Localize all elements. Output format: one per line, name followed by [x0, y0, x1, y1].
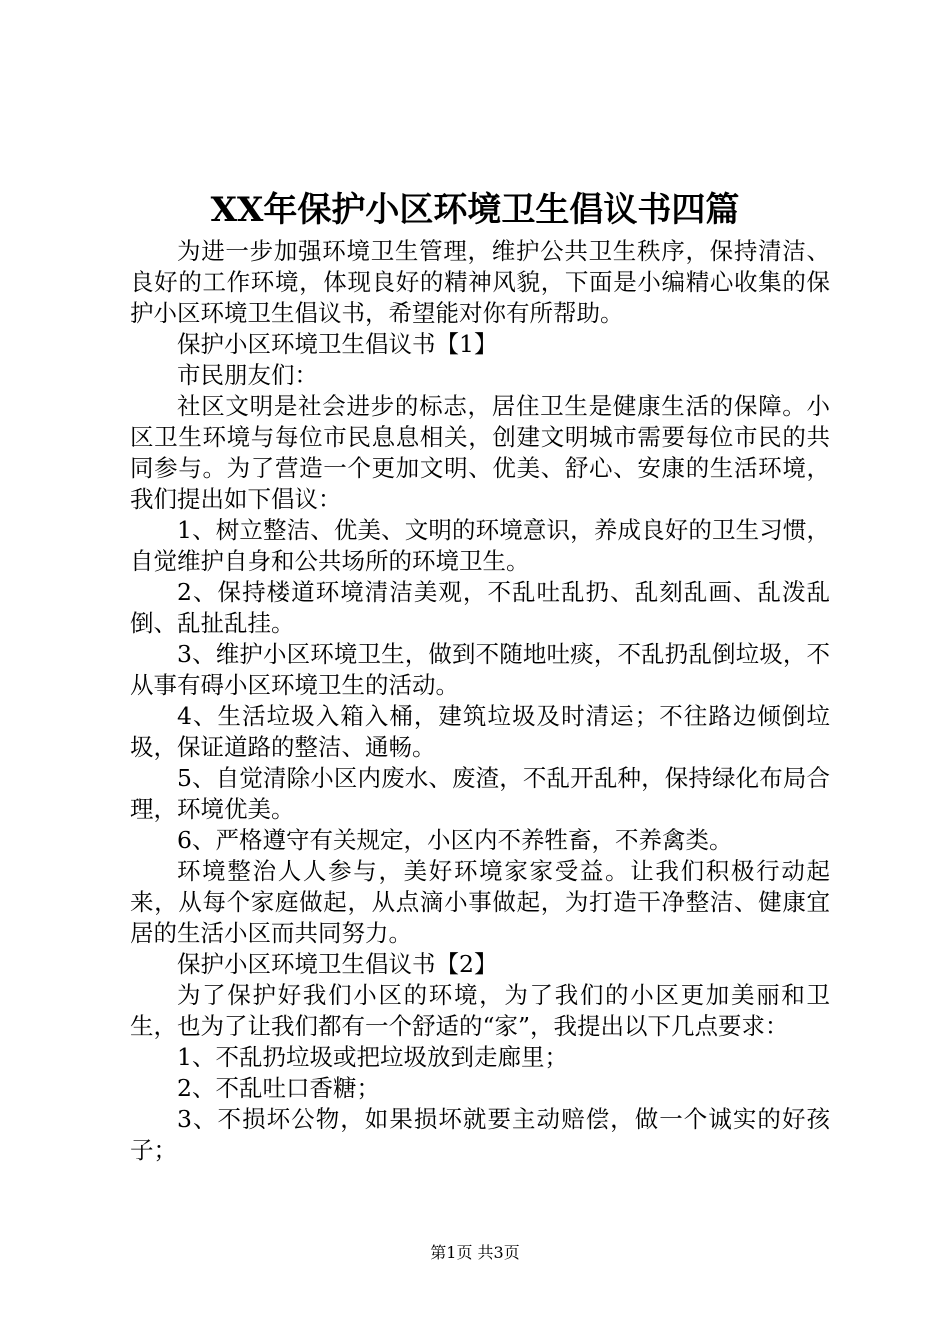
section-heading-1: 保护小区环境卫生倡议书【1】	[177, 330, 498, 358]
document-body	[130, 236, 830, 1166]
list-item: 4、生活垃圾入箱入桶，建筑垃圾及时清运；不往路边倾倒垃圾，保证道路的整洁、通畅。	[130, 702, 830, 761]
list-item: 5、自觉清除小区内废水、废渣，不乱开乱种，保持绿化布局合理，环境优美。	[130, 764, 830, 823]
paragraph: 为了保护好我们小区的环境，为了我们的小区更加美丽和卫生，也为了让我们都有一个舒适的“家”，我提出以下几点要求：	[130, 981, 830, 1040]
document-title: XX年保护小区环境卫生倡议书四篇	[210, 190, 740, 230]
page-footer: 第1页 共3页	[430, 1243, 520, 1262]
section-heading-2: 保护小区环境卫生倡议书【2】	[177, 950, 498, 978]
list-item: 2、保持楼道环境清洁美观，不乱吐乱扔、乱刻乱画、乱泼乱倒、乱扯乱挂。	[130, 578, 830, 637]
list-item: 3、不损坏公物，如果损坏就要主动赔偿，做一个诚实的好孩子；	[130, 1105, 830, 1164]
list-item: 1、树立整洁、优美、文明的环境意识，养成良好的卫生习惯，自觉维护自身和公共场所的环境卫生。	[130, 516, 830, 575]
paragraph: 环境整治人人参与，美好环境家家受益。让我们积极行动起来，从每个家庭做起，从点滴小事做起，为打造干净整洁、健康宜居的生活小区而共同努力。	[130, 857, 830, 947]
salutation: 市民朋友们：	[177, 361, 318, 389]
paragraph: 社区文明是社会进步的标志，居住卫生是健康生活的保障。小区卫生环境与每位市民息息相关，创建文明城市需要每位市民的共同参与。为了营造一个更加文明、优美、舒心、安康的生活环境，我们提出如下倡议：	[130, 392, 830, 513]
list-item: 2、不乱吐口香糖；	[177, 1074, 380, 1102]
list-item: 6、严格遵守有关规定，小区内不养牲畜，不养禽类。	[177, 826, 733, 854]
paragraph-intro: 为进一步加强环境卫生管理，维护公共卫生秩序，保持清洁、良好的工作环境，体现良好的精神风貌，下面是小编精心收集的保护小区环境卫生倡议书，希望能对你有所帮助。	[130, 237, 830, 327]
list-item: 1、不乱扔垃圾或把垃圾放到走廊里；	[177, 1043, 568, 1071]
list-item: 3、维护小区环境卫生，做到不随地吐痰，不乱扔乱倒垃圾，不从事有碍小区环境卫生的活动。	[130, 640, 830, 699]
